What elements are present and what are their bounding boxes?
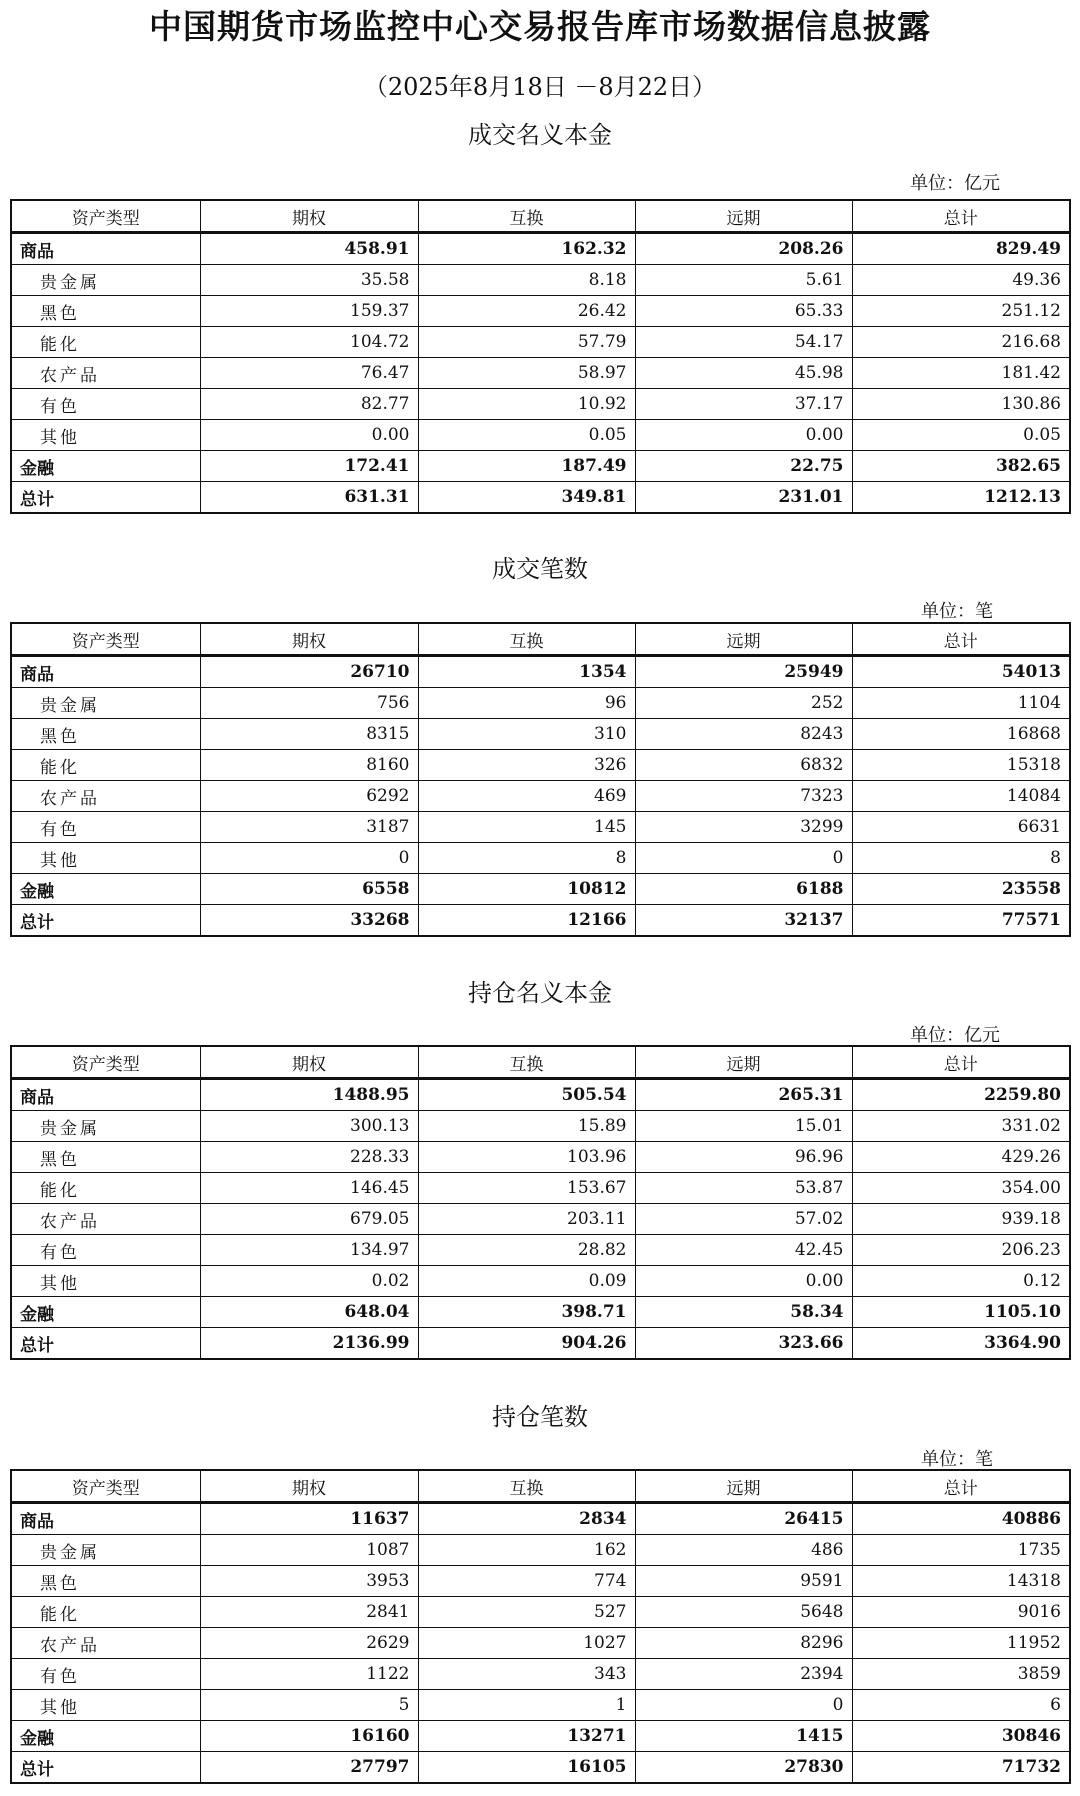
row-label: 贵金属 bbox=[11, 1111, 200, 1142]
cell-swaps: 349.81 bbox=[418, 482, 635, 514]
cell-swaps: 10812 bbox=[418, 874, 635, 905]
cell-options: 8160 bbox=[200, 750, 418, 781]
cell-forwards: 45.98 bbox=[635, 358, 852, 389]
section-title-trade-notional: 成交名义本金 bbox=[468, 121, 612, 149]
cell-options: 159.37 bbox=[200, 296, 418, 327]
row-label: 金融 bbox=[11, 1721, 200, 1752]
cell-forwards: 65.33 bbox=[635, 296, 852, 327]
cell-swaps: 8 bbox=[418, 843, 635, 874]
table-header-row bbox=[11, 623, 1070, 656]
row-label: 有色 bbox=[11, 1235, 200, 1266]
cell-forwards: 37.17 bbox=[635, 389, 852, 420]
table-trade-count bbox=[10, 622, 1071, 937]
cell-swaps: 904.26 bbox=[418, 1328, 635, 1360]
table-row bbox=[11, 482, 1070, 514]
table-row bbox=[11, 656, 1070, 688]
row-label: 能化 bbox=[11, 750, 200, 781]
cell-swaps: 16105 bbox=[418, 1752, 635, 1784]
table-row bbox=[11, 874, 1070, 905]
cell-total: 49.36 bbox=[852, 265, 1070, 296]
cell-options: 76.47 bbox=[200, 358, 418, 389]
cell-total: 206.23 bbox=[852, 1235, 1070, 1266]
cell-total: 71732 bbox=[852, 1752, 1070, 1784]
cell-forwards: 0 bbox=[635, 1690, 852, 1721]
table-row bbox=[11, 1721, 1070, 1752]
cell-forwards: 252 bbox=[635, 688, 852, 719]
cell-total: 23558 bbox=[852, 874, 1070, 905]
cell-forwards: 265.31 bbox=[635, 1079, 852, 1111]
cell-options: 82.77 bbox=[200, 389, 418, 420]
cell-swaps: 187.49 bbox=[418, 451, 635, 482]
cell-forwards: 231.01 bbox=[635, 482, 852, 514]
cell-forwards: 27830 bbox=[635, 1752, 852, 1784]
section-title-trade-count: 成交笔数 bbox=[492, 555, 588, 583]
section-title-position-count: 持仓笔数 bbox=[492, 1403, 588, 1431]
table-row bbox=[11, 1173, 1070, 1204]
cell-forwards: 57.02 bbox=[635, 1204, 852, 1235]
row-label: 黑色 bbox=[11, 719, 200, 750]
table-row bbox=[11, 358, 1070, 389]
cell-total: 1212.13 bbox=[852, 482, 1070, 514]
cell-options: 6558 bbox=[200, 874, 418, 905]
cell-total: 939.18 bbox=[852, 1204, 1070, 1235]
cell-forwards: 6832 bbox=[635, 750, 852, 781]
row-label: 总计 bbox=[11, 482, 200, 514]
table-row bbox=[11, 1659, 1070, 1690]
cell-swaps: 103.96 bbox=[418, 1142, 635, 1173]
cell-forwards: 58.34 bbox=[635, 1297, 852, 1328]
cell-options: 3953 bbox=[200, 1566, 418, 1597]
cell-forwards: 25949 bbox=[635, 656, 852, 688]
table-row bbox=[11, 327, 1070, 358]
row-label: 商品 bbox=[11, 233, 200, 265]
cell-forwards: 0 bbox=[635, 843, 852, 874]
cell-forwards: 5.61 bbox=[635, 265, 852, 296]
column-header: 总计 bbox=[852, 1046, 1070, 1079]
cell-options: 228.33 bbox=[200, 1142, 418, 1173]
cell-options: 1122 bbox=[200, 1659, 418, 1690]
unit-label: 单位：亿元 bbox=[910, 173, 1000, 194]
table-row bbox=[11, 781, 1070, 812]
column-header: 远期 bbox=[635, 200, 852, 233]
table-row bbox=[11, 1566, 1070, 1597]
cell-total: 354.00 bbox=[852, 1173, 1070, 1204]
cell-options: 2841 bbox=[200, 1597, 418, 1628]
cell-swaps: 1027 bbox=[418, 1628, 635, 1659]
cell-total: 77571 bbox=[852, 905, 1070, 937]
table-row bbox=[11, 719, 1070, 750]
column-header: 远期 bbox=[635, 623, 852, 656]
table-row bbox=[11, 1204, 1070, 1235]
table-position-notional bbox=[10, 1045, 1071, 1360]
cell-swaps: 505.54 bbox=[418, 1079, 635, 1111]
cell-forwards: 0.00 bbox=[635, 1266, 852, 1297]
table-row bbox=[11, 688, 1070, 719]
cell-options: 27797 bbox=[200, 1752, 418, 1784]
unit-label: 单位：笔 bbox=[921, 1449, 993, 1470]
cell-forwards: 9591 bbox=[635, 1566, 852, 1597]
cell-options: 1087 bbox=[200, 1535, 418, 1566]
column-header: 期权 bbox=[200, 623, 418, 656]
unit-label: 单位：亿元 bbox=[910, 1025, 1000, 1046]
cell-options: 2136.99 bbox=[200, 1328, 418, 1360]
row-label: 其他 bbox=[11, 420, 200, 451]
cell-swaps: 2834 bbox=[418, 1503, 635, 1535]
table-row bbox=[11, 1503, 1070, 1535]
row-label: 农产品 bbox=[11, 1204, 200, 1235]
table-row bbox=[11, 420, 1070, 451]
table-row bbox=[11, 1597, 1070, 1628]
cell-total: 1735 bbox=[852, 1535, 1070, 1566]
cell-swaps: 153.67 bbox=[418, 1173, 635, 1204]
row-label: 总计 bbox=[11, 1752, 200, 1784]
cell-options: 134.97 bbox=[200, 1235, 418, 1266]
cell-forwards: 323.66 bbox=[635, 1328, 852, 1360]
cell-options: 33268 bbox=[200, 905, 418, 937]
row-label: 有色 bbox=[11, 389, 200, 420]
cell-swaps: 774 bbox=[418, 1566, 635, 1597]
table-row bbox=[11, 296, 1070, 327]
cell-swaps: 1 bbox=[418, 1690, 635, 1721]
row-label: 商品 bbox=[11, 1079, 200, 1111]
cell-forwards: 7323 bbox=[635, 781, 852, 812]
row-label: 商品 bbox=[11, 1503, 200, 1535]
cell-forwards: 0.00 bbox=[635, 420, 852, 451]
cell-options: 16160 bbox=[200, 1721, 418, 1752]
date-range: （2025年8月18日 －8月22日） bbox=[363, 73, 717, 101]
cell-total: 429.26 bbox=[852, 1142, 1070, 1173]
column-header: 总计 bbox=[852, 623, 1070, 656]
column-header: 互换 bbox=[418, 623, 635, 656]
cell-total: 251.12 bbox=[852, 296, 1070, 327]
cell-total: 8 bbox=[852, 843, 1070, 874]
cell-forwards: 15.01 bbox=[635, 1111, 852, 1142]
column-header: 资产类型 bbox=[11, 1470, 200, 1503]
cell-swaps: 0.05 bbox=[418, 420, 635, 451]
cell-total: 0.05 bbox=[852, 420, 1070, 451]
cell-options: 11637 bbox=[200, 1503, 418, 1535]
table-row bbox=[11, 1535, 1070, 1566]
cell-options: 458.91 bbox=[200, 233, 418, 265]
cell-total: 14084 bbox=[852, 781, 1070, 812]
cell-total: 181.42 bbox=[852, 358, 1070, 389]
cell-forwards: 32137 bbox=[635, 905, 852, 937]
table-row bbox=[11, 1628, 1070, 1659]
row-label: 能化 bbox=[11, 1597, 200, 1628]
row-label: 能化 bbox=[11, 1173, 200, 1204]
cell-forwards: 42.45 bbox=[635, 1235, 852, 1266]
cell-swaps: 343 bbox=[418, 1659, 635, 1690]
cell-options: 648.04 bbox=[200, 1297, 418, 1328]
row-label: 总计 bbox=[11, 1328, 200, 1360]
row-label: 黑色 bbox=[11, 1142, 200, 1173]
column-header: 总计 bbox=[852, 1470, 1070, 1503]
column-header: 互换 bbox=[418, 1046, 635, 1079]
cell-forwards: 96.96 bbox=[635, 1142, 852, 1173]
cell-swaps: 13271 bbox=[418, 1721, 635, 1752]
table-row bbox=[11, 1142, 1070, 1173]
cell-forwards: 5648 bbox=[635, 1597, 852, 1628]
cell-forwards: 208.26 bbox=[635, 233, 852, 265]
cell-options: 172.41 bbox=[200, 451, 418, 482]
cell-total: 54013 bbox=[852, 656, 1070, 688]
cell-swaps: 10.92 bbox=[418, 389, 635, 420]
row-label: 黑色 bbox=[11, 296, 200, 327]
cell-forwards: 3299 bbox=[635, 812, 852, 843]
section-title-position-notional: 持仓名义本金 bbox=[468, 979, 612, 1007]
cell-options: 0.00 bbox=[200, 420, 418, 451]
cell-forwards: 8243 bbox=[635, 719, 852, 750]
column-header: 远期 bbox=[635, 1470, 852, 1503]
column-header: 互换 bbox=[418, 1470, 635, 1503]
cell-options: 0.02 bbox=[200, 1266, 418, 1297]
cell-options: 631.31 bbox=[200, 482, 418, 514]
cell-options: 300.13 bbox=[200, 1111, 418, 1142]
cell-options: 146.45 bbox=[200, 1173, 418, 1204]
row-label: 贵金属 bbox=[11, 688, 200, 719]
cell-options: 0 bbox=[200, 843, 418, 874]
cell-swaps: 527 bbox=[418, 1597, 635, 1628]
cell-forwards: 2394 bbox=[635, 1659, 852, 1690]
cell-swaps: 469 bbox=[418, 781, 635, 812]
cell-swaps: 26.42 bbox=[418, 296, 635, 327]
cell-total: 14318 bbox=[852, 1566, 1070, 1597]
table-row bbox=[11, 905, 1070, 937]
table-row bbox=[11, 1235, 1070, 1266]
table-position-count bbox=[10, 1469, 1071, 1784]
cell-forwards: 1415 bbox=[635, 1721, 852, 1752]
cell-options: 5 bbox=[200, 1690, 418, 1721]
table-row bbox=[11, 812, 1070, 843]
cell-total: 130.86 bbox=[852, 389, 1070, 420]
table-header-row bbox=[11, 200, 1070, 233]
cell-total: 16868 bbox=[852, 719, 1070, 750]
cell-swaps: 162.32 bbox=[418, 233, 635, 265]
cell-total: 9016 bbox=[852, 1597, 1070, 1628]
column-header: 远期 bbox=[635, 1046, 852, 1079]
table-row bbox=[11, 233, 1070, 265]
table-row bbox=[11, 750, 1070, 781]
table-row bbox=[11, 1079, 1070, 1111]
row-label: 其他 bbox=[11, 1266, 200, 1297]
cell-options: 3187 bbox=[200, 812, 418, 843]
cell-forwards: 22.75 bbox=[635, 451, 852, 482]
table-header-row bbox=[11, 1046, 1070, 1079]
column-header: 总计 bbox=[852, 200, 1070, 233]
cell-total: 40886 bbox=[852, 1503, 1070, 1535]
row-label: 其他 bbox=[11, 1690, 200, 1721]
cell-forwards: 486 bbox=[635, 1535, 852, 1566]
cell-forwards: 8296 bbox=[635, 1628, 852, 1659]
row-label: 金融 bbox=[11, 1297, 200, 1328]
cell-options: 2629 bbox=[200, 1628, 418, 1659]
cell-swaps: 12166 bbox=[418, 905, 635, 937]
cell-swaps: 15.89 bbox=[418, 1111, 635, 1142]
cell-swaps: 203.11 bbox=[418, 1204, 635, 1235]
page-title: 中国期货市场监控中心交易报告库市场数据信息披露 bbox=[149, 7, 931, 46]
cell-options: 679.05 bbox=[200, 1204, 418, 1235]
table-row bbox=[11, 1111, 1070, 1142]
column-header: 资产类型 bbox=[11, 1046, 200, 1079]
cell-total: 0.12 bbox=[852, 1266, 1070, 1297]
cell-total: 1105.10 bbox=[852, 1297, 1070, 1328]
cell-total: 331.02 bbox=[852, 1111, 1070, 1142]
table-row bbox=[11, 389, 1070, 420]
cell-total: 829.49 bbox=[852, 233, 1070, 265]
cell-options: 6292 bbox=[200, 781, 418, 812]
cell-total: 30846 bbox=[852, 1721, 1070, 1752]
column-header: 期权 bbox=[200, 1046, 418, 1079]
cell-options: 104.72 bbox=[200, 327, 418, 358]
cell-options: 26710 bbox=[200, 656, 418, 688]
cell-forwards: 26415 bbox=[635, 1503, 852, 1535]
table-row bbox=[11, 1266, 1070, 1297]
column-header: 互换 bbox=[418, 200, 635, 233]
table-header-row bbox=[11, 1470, 1070, 1503]
cell-options: 756 bbox=[200, 688, 418, 719]
table-row bbox=[11, 843, 1070, 874]
row-label: 其他 bbox=[11, 843, 200, 874]
cell-total: 382.65 bbox=[852, 451, 1070, 482]
cell-swaps: 1354 bbox=[418, 656, 635, 688]
table-row bbox=[11, 1297, 1070, 1328]
cell-swaps: 326 bbox=[418, 750, 635, 781]
row-label: 农产品 bbox=[11, 1628, 200, 1659]
cell-forwards: 6188 bbox=[635, 874, 852, 905]
cell-swaps: 28.82 bbox=[418, 1235, 635, 1266]
row-label: 贵金属 bbox=[11, 1535, 200, 1566]
cell-total: 3364.90 bbox=[852, 1328, 1070, 1360]
cell-total: 6 bbox=[852, 1690, 1070, 1721]
row-label: 金融 bbox=[11, 874, 200, 905]
table-row bbox=[11, 265, 1070, 296]
cell-forwards: 53.87 bbox=[635, 1173, 852, 1204]
cell-swaps: 310 bbox=[418, 719, 635, 750]
table-trade-notional bbox=[10, 199, 1071, 514]
column-header: 资产类型 bbox=[11, 200, 200, 233]
table-row bbox=[11, 1690, 1070, 1721]
cell-swaps: 8.18 bbox=[418, 265, 635, 296]
row-label: 有色 bbox=[11, 812, 200, 843]
cell-swaps: 398.71 bbox=[418, 1297, 635, 1328]
cell-swaps: 162 bbox=[418, 1535, 635, 1566]
row-label: 农产品 bbox=[11, 781, 200, 812]
cell-total: 3859 bbox=[852, 1659, 1070, 1690]
row-label: 能化 bbox=[11, 327, 200, 358]
cell-total: 1104 bbox=[852, 688, 1070, 719]
cell-swaps: 57.79 bbox=[418, 327, 635, 358]
cell-options: 35.58 bbox=[200, 265, 418, 296]
column-header: 资产类型 bbox=[11, 623, 200, 656]
row-label: 贵金属 bbox=[11, 265, 200, 296]
cell-options: 8315 bbox=[200, 719, 418, 750]
row-label: 金融 bbox=[11, 451, 200, 482]
column-header: 期权 bbox=[200, 1470, 418, 1503]
column-header: 期权 bbox=[200, 200, 418, 233]
cell-total: 11952 bbox=[852, 1628, 1070, 1659]
cell-total: 2259.80 bbox=[852, 1079, 1070, 1111]
table-row bbox=[11, 451, 1070, 482]
table-row bbox=[11, 1752, 1070, 1784]
table-row bbox=[11, 1328, 1070, 1360]
row-label: 有色 bbox=[11, 1659, 200, 1690]
cell-total: 15318 bbox=[852, 750, 1070, 781]
row-label: 黑色 bbox=[11, 1566, 200, 1597]
row-label: 总计 bbox=[11, 905, 200, 937]
cell-options: 1488.95 bbox=[200, 1079, 418, 1111]
cell-swaps: 96 bbox=[418, 688, 635, 719]
cell-total: 6631 bbox=[852, 812, 1070, 843]
cell-swaps: 145 bbox=[418, 812, 635, 843]
cell-total: 216.68 bbox=[852, 327, 1070, 358]
row-label: 农产品 bbox=[11, 358, 200, 389]
cell-swaps: 58.97 bbox=[418, 358, 635, 389]
cell-forwards: 54.17 bbox=[635, 327, 852, 358]
row-label: 商品 bbox=[11, 656, 200, 688]
unit-label: 单位：笔 bbox=[921, 601, 993, 622]
cell-swaps: 0.09 bbox=[418, 1266, 635, 1297]
